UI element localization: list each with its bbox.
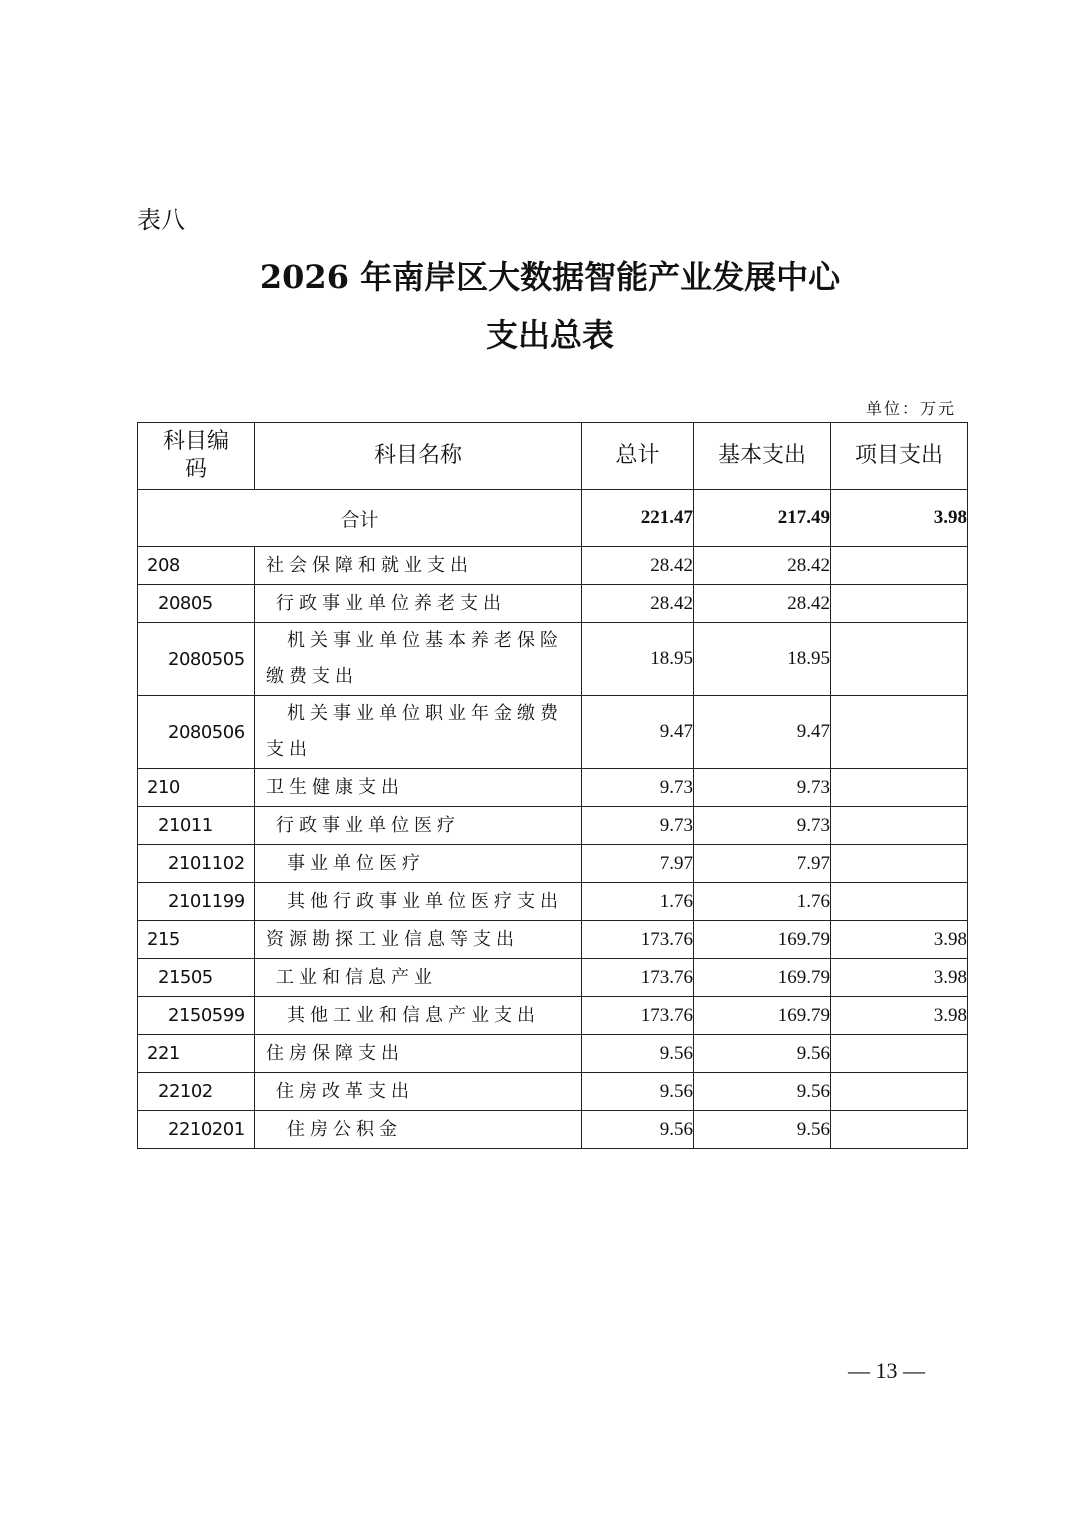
row-code: 21505 — [138, 959, 255, 997]
row-code: 2080505 — [138, 623, 255, 696]
table-label: 表八 — [137, 206, 185, 234]
unit-note: 单位：万元 — [865, 399, 956, 418]
row-basic: 169.79 — [694, 959, 831, 997]
row-name: 卫生健康支出 — [255, 769, 582, 807]
row-basic: 9.73 — [694, 807, 831, 845]
table-row — [138, 883, 968, 921]
row-name: 机关事业单位职业年金缴费支出 — [255, 696, 582, 769]
table-row — [138, 921, 968, 959]
table-row — [138, 547, 968, 585]
row-code: 22102 — [138, 1073, 255, 1111]
row-name: 其他行政事业单位医疗支出 — [255, 883, 582, 921]
row-basic: 169.79 — [694, 921, 831, 959]
row-total: 18.95 — [582, 623, 694, 696]
header-basic: 基本支出 — [694, 423, 831, 490]
table-row — [138, 845, 968, 883]
row-project — [831, 696, 968, 769]
row-total: 9.73 — [582, 769, 694, 807]
header-row — [138, 423, 968, 490]
row-basic: 18.95 — [694, 623, 831, 696]
table-row — [138, 696, 968, 769]
row-project — [831, 1035, 968, 1073]
row-project — [831, 845, 968, 883]
row-total: 9.73 — [582, 807, 694, 845]
row-project: 3.98 — [831, 921, 968, 959]
row-code: 2101199 — [138, 883, 255, 921]
row-code: 215 — [138, 921, 255, 959]
row-code: 20805 — [138, 585, 255, 623]
row-basic: 9.56 — [694, 1035, 831, 1073]
page-subtitle: 支出总表 — [485, 316, 614, 354]
table-row — [138, 959, 968, 997]
total-label: 合计 — [138, 490, 582, 547]
page-number: — 13 — — [848, 1358, 925, 1383]
row-total: 28.42 — [582, 585, 694, 623]
row-total: 28.42 — [582, 547, 694, 585]
row-total: 173.76 — [582, 959, 694, 997]
row-code: 2150599 — [138, 997, 255, 1035]
row-project — [831, 623, 968, 696]
row-project — [831, 1073, 968, 1111]
row-code: 21011 — [138, 807, 255, 845]
row-name: 机关事业单位基本养老保险缴费支出 — [255, 623, 582, 696]
row-name: 资源勘探工业信息等支出 — [255, 921, 582, 959]
row-basic: 9.56 — [694, 1111, 831, 1149]
header-code: 科目编码 — [138, 423, 255, 490]
row-project — [831, 807, 968, 845]
row-basic: 28.42 — [694, 585, 831, 623]
expenditure-table — [137, 422, 968, 1149]
row-project — [831, 547, 968, 585]
row-basic: 9.56 — [694, 1073, 831, 1111]
header-project: 项目支出 — [831, 423, 968, 490]
row-name: 住房改革支出 — [255, 1073, 582, 1111]
row-total: 9.56 — [582, 1073, 694, 1111]
row-total: 7.97 — [582, 845, 694, 883]
row-basic: 169.79 — [694, 997, 831, 1035]
table-row — [138, 585, 968, 623]
total-row — [138, 490, 968, 547]
table-row — [138, 623, 968, 696]
row-basic: 28.42 — [694, 547, 831, 585]
row-name: 社会保障和就业支出 — [255, 547, 582, 585]
row-total: 9.47 — [582, 696, 694, 769]
row-code: 210 — [138, 769, 255, 807]
row-project: 3.98 — [831, 997, 968, 1035]
total-value: 221.47 — [582, 490, 694, 547]
page-title: 2026 年南岸区大数据智能产业发展中心 — [259, 258, 841, 296]
row-project — [831, 769, 968, 807]
row-basic: 7.97 — [694, 845, 831, 883]
row-name: 工业和信息产业 — [255, 959, 582, 997]
row-project — [831, 1111, 968, 1149]
table-row — [138, 769, 968, 807]
row-project — [831, 585, 968, 623]
row-project — [831, 883, 968, 921]
header-name: 科目名称 — [255, 423, 582, 490]
row-code: 2080506 — [138, 696, 255, 769]
table-row — [138, 1111, 968, 1149]
total-project: 3.98 — [831, 490, 968, 547]
row-basic: 9.47 — [694, 696, 831, 769]
table-row — [138, 1035, 968, 1073]
row-code: 208 — [138, 547, 255, 585]
row-name: 其他工业和信息产业支出 — [255, 997, 582, 1035]
row-total: 173.76 — [582, 997, 694, 1035]
row-total: 9.56 — [582, 1111, 694, 1149]
row-name: 行政事业单位医疗 — [255, 807, 582, 845]
table-row — [138, 997, 968, 1035]
row-code: 2210201 — [138, 1111, 255, 1149]
row-total: 173.76 — [582, 921, 694, 959]
row-name: 事业单位医疗 — [255, 845, 582, 883]
table-row — [138, 1073, 968, 1111]
row-total: 9.56 — [582, 1035, 694, 1073]
table-row — [138, 807, 968, 845]
row-name: 住房公积金 — [255, 1111, 582, 1149]
row-name: 行政事业单位养老支出 — [255, 585, 582, 623]
total-basic: 217.49 — [694, 490, 831, 547]
row-code: 221 — [138, 1035, 255, 1073]
row-code: 2101102 — [138, 845, 255, 883]
header-total: 总计 — [582, 423, 694, 490]
row-name: 住房保障支出 — [255, 1035, 582, 1073]
row-project: 3.98 — [831, 959, 968, 997]
row-total: 1.76 — [582, 883, 694, 921]
row-basic: 9.73 — [694, 769, 831, 807]
row-basic: 1.76 — [694, 883, 831, 921]
